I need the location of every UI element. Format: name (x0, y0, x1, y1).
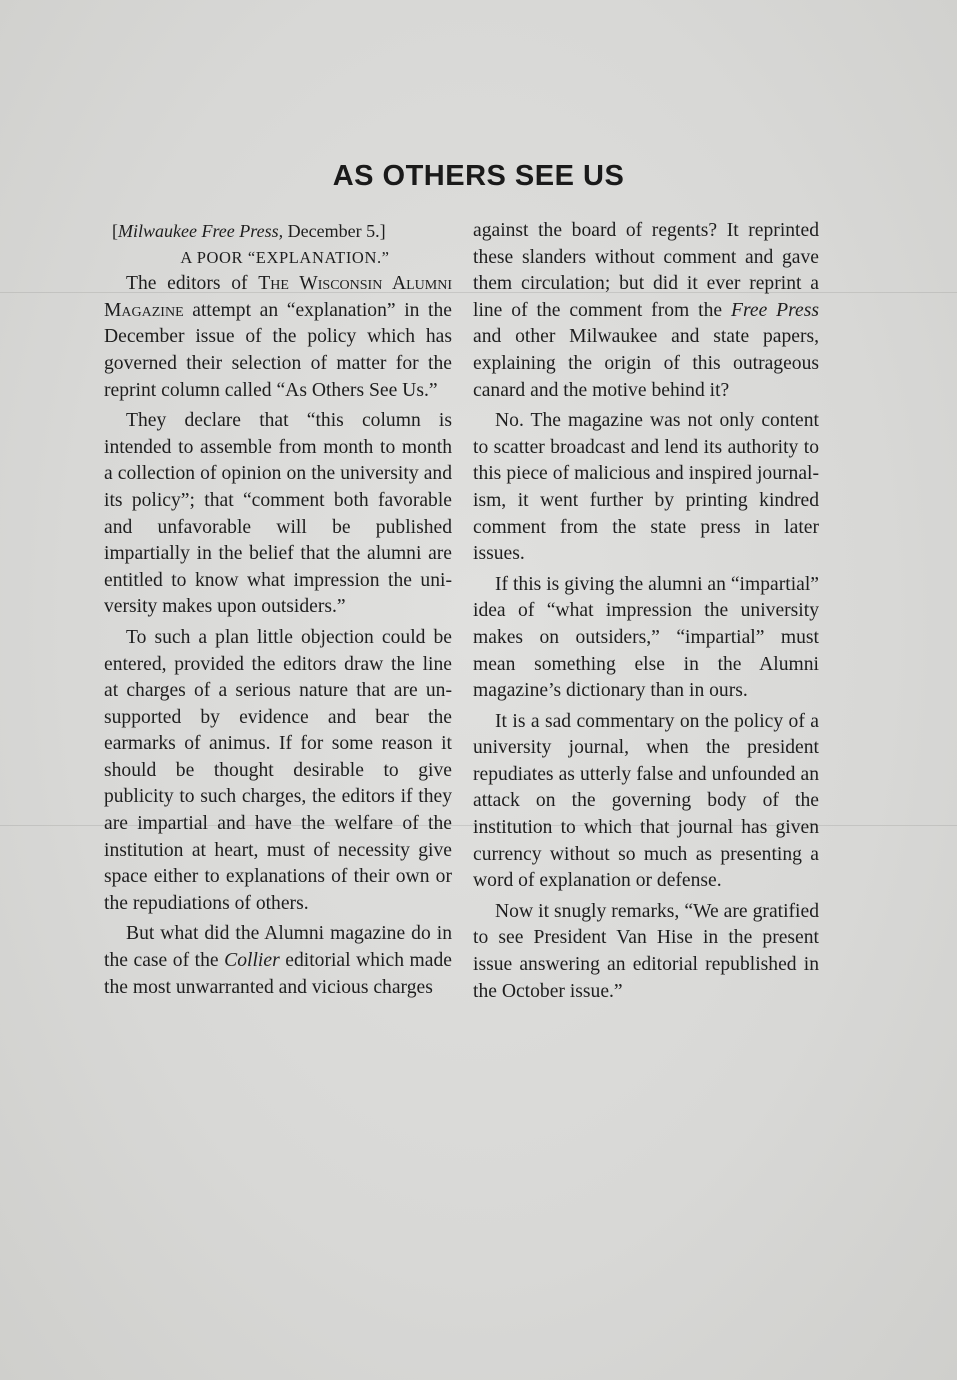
source-line (104, 218, 452, 245)
left-paragraph-3: To such a plan little objection could be entered, provided the editors draw the line at charges of a serious nature that are unsupported by evidence and bear the earmarks of animus. If for some reason it should be thought desirable to give publicity to such charges, the editors if they are impartial and have the welfare of the institution at heart, must of necessity give space either to explanations of their own or the repudiations of others. (104, 626, 452, 914)
source-open-bracket: [ (112, 221, 118, 241)
left-paragraph-2: They declare that “this column is intended to assemble from month to month a collection of opinion on the university and its policy”; that “comment both favorable and unfavorable will be published impartially in the belief that the alumni are entitled to know what impression the university makes upon outsiders.” (104, 410, 452, 618)
right-paragraph-2: No. The magazine was not only content to scatter broadcast and lend its authority to this piece of malicious and inspired journalism, it went further by printing kindred comment from the state press in later issues. (473, 410, 819, 565)
article-title: AS OTHERS SEE US (332, 160, 625, 192)
right-paragraph-4: It is a sad commentary on the policy of a university journal, when the president repudiates as utterly false and unfounded an attack on the governing body of the institution to which that journal has given currency without so much as presenting a word of explanation or defense. (473, 710, 819, 892)
source-date: December 5.] (287, 221, 386, 241)
left-paragraph-1 (104, 271, 452, 404)
right-column (473, 218, 819, 1005)
magazine-name: The Wisconsin Alumni Magazine (104, 273, 452, 321)
text-run: attempt an “explanation” in the December issue of the policy which has governed their selection of matter for the reprint column called “As Others See Us.” (104, 299, 452, 401)
text-run: But what did the Alumni magazine do in the case of the (104, 923, 452, 972)
left-paragraph-4 (104, 921, 452, 1001)
italic-run: Free Press (731, 299, 819, 321)
right-paragraph-1 (473, 218, 819, 404)
source-paper: Milwaukee Free Press, (118, 221, 284, 241)
left-column (104, 218, 452, 1001)
text-run: against the board of regents? It reprinted these slanders without comment and gave them circulation; but did it ever reprint a line of the comment from the (473, 220, 819, 321)
right-paragraph-3: If this is giving the alumni an “impartial” idea of “what impression the university makes on outsiders,” “impartial” must mean something else in the Alumni magazine’s dictionary than in ours. (473, 573, 819, 702)
right-paragraph-5: Now it snugly remarks, “We are gratified to see President Van Hise in the present issue answering an editorial republished in the October issue.” (473, 900, 819, 1002)
subhead: A POOR “EXPLANATION.” (180, 247, 390, 267)
text-run: The editors of (126, 273, 259, 295)
text-run: and other Milwaukee and state papers, explaining the origin of this outrageous canard and the motive behind it? (473, 326, 819, 401)
text-run: editorial which made the most unwarranted and vicious charges (104, 950, 452, 998)
italic-run: Collier (224, 950, 280, 972)
